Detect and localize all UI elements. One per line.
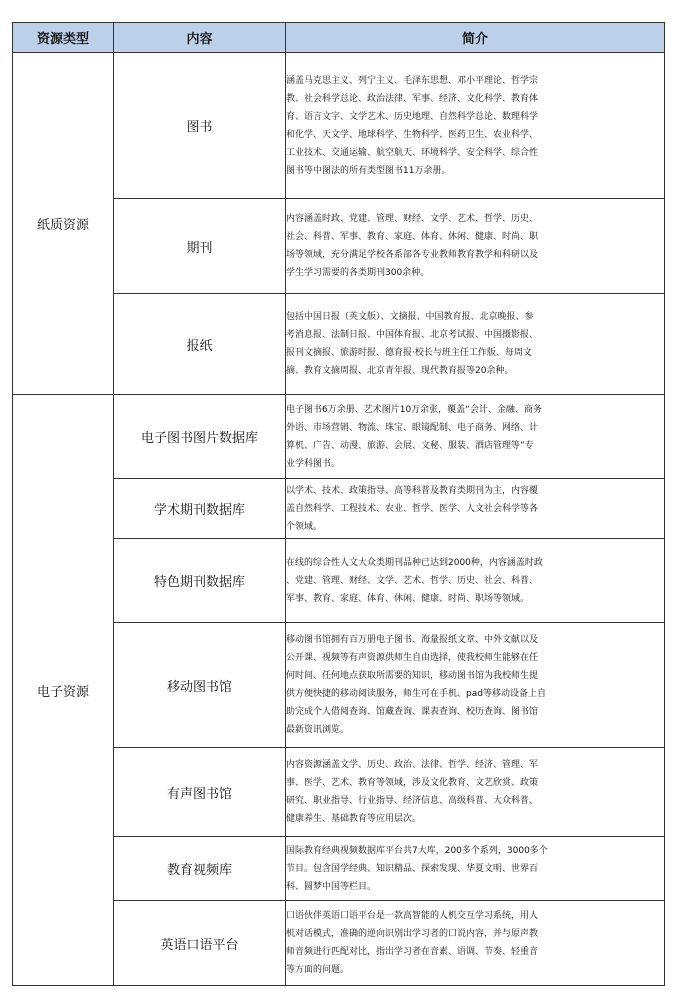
intro-line: 包括中国日报（英文版）、文摘报、中国教育报、北京晚报、参: [286, 312, 534, 322]
content-name-cell: 英语口语平台: [114, 901, 286, 986]
intro-line: 以学术、技术、政策指导、高等科普及教育类期刊为主，内容覆: [286, 485, 539, 496]
intro-cell: [286, 837, 665, 901]
intro-cell: [286, 53, 665, 199]
intro-line: 涵盖马克思主义、列宁主义、毛泽东思想、邓小平理论、哲学宗: [286, 75, 539, 86]
intro-cell: [286, 395, 665, 479]
intro-line: 盖自然科学、工程技术、农业、哲学、医学、人文社会科学等各: [286, 503, 539, 514]
intro-line: 工业技术、交通运输、航空航天、环境科学、安全科学、综合性: [286, 147, 539, 158]
intro-line: 口语伙伴英语口语平台是一款高智能的人机交互学习系统，用人: [286, 911, 539, 921]
content-name-cell: 电子图书图片数据库: [114, 395, 286, 479]
intro-line: 图书等中图法的所有类型图书11万余册。: [286, 165, 451, 176]
intro-cell: [286, 294, 665, 395]
intro-cell: [286, 479, 665, 539]
intro-cell: [286, 199, 665, 294]
intro-line: 节目。包含国学经典、知识精品、探索发现、华夏文明、世界百: [286, 863, 539, 874]
intro-line: 个领域。: [286, 521, 323, 532]
intro-line: 外语、市场营销、物流、珠宝、眼镜配制、电子商务、网络、计: [286, 422, 539, 433]
intro-line: 报刊文摘报、旅游时报、德育报·校长与班主任工作版、每周文: [286, 348, 532, 358]
intro-cell: [286, 623, 665, 748]
intro-line: 算机、广告、动漫、旅游、会展、文秘、服装、酒店管理等”专: [286, 440, 534, 451]
table-row: [13, 395, 665, 479]
intro-line: 师音频进行匹配对比，指出学习者在音素、语调、节奏、轻重音: [286, 947, 539, 957]
intro-line: 教、社会科学总论、政治法律、军事、经济、文化科学、教育体: [286, 93, 539, 104]
intro-line: 最新资讯浏览。: [286, 725, 350, 735]
intro-line: 移动图书馆拥有百万册电子图书、海量报纸文章、中外文献以及: [286, 635, 539, 645]
content-name-cell: 有声图书馆: [114, 748, 286, 837]
intro-line: 摘、教育文摘周报、北京青年报、现代教育报等20余种。: [286, 366, 514, 376]
intro-line: 何时间、任何地点获取所需要的知识，移动图书馆为我校师生提: [286, 671, 539, 681]
intro-line: 供方便快捷的移动阅读服务，师生可在手机、pad等移动设备上自: [286, 689, 546, 699]
intro-line: 在线的综合性人文大众类期刊品种已达到2000种，内容涵盖时政: [286, 557, 543, 568]
intro-line: 内容涵盖时政、党建、管理、财经、文学、艺术、哲学、历史、: [286, 214, 539, 224]
intro-line: 学生学习需要的各类期刊300余种。: [286, 268, 430, 278]
intro-line: 场等领域，充分满足学校各系部各专业教师教育教学和科研以及: [286, 250, 539, 260]
intro-line: 育、语言文字、文学艺术、历史地理、自然科学总论、数理科学: [286, 111, 539, 122]
content-name-cell: 期刊: [114, 199, 286, 294]
header-row: [13, 23, 665, 53]
intro-line: 等方面的问题。: [286, 965, 350, 975]
intro-line: 事、医学、艺术、教育等领域，涉及文化教育、文艺欣赏、政策: [286, 778, 539, 788]
content-name-cell: 特色期刊数据库: [114, 539, 286, 623]
intro-line: 研究、职业指导、行业指导、经济信息、高级科普、大众科普、: [286, 796, 539, 806]
intro-line: 社会、科普、军事、教育、家庭、体育、休闲、健康、时尚、职: [286, 232, 539, 242]
resource-type-cell: 电子资源: [13, 395, 114, 986]
intro-line: 科、圆梦中国等栏目。: [286, 881, 377, 892]
header-content: 内容: [114, 23, 286, 53]
intro-line: 国际教育经典视频数据库平台共7大库，200多个系列，3000多个: [286, 845, 548, 856]
header-resource-type: 资源类型: [13, 23, 114, 53]
intro-line: 机对话模式，准确的逆向识别出学习者的口说内容，并与原声教: [286, 929, 539, 939]
resource-table: [12, 22, 665, 986]
intro-line: 、党建、管理、财经、文学、艺术、哲学、历史、社会、科普、: [286, 575, 539, 586]
intro-line: 电子图书6万余册、艺术图片10万余张，覆盖“会计、金融、商务: [286, 404, 542, 415]
content-name-cell: 图书: [114, 53, 286, 199]
intro-line: 健康养生、基础教育等应用层次。: [286, 814, 422, 824]
header-intro: 简介: [286, 23, 665, 53]
intro-cell: [286, 901, 665, 986]
intro-line: 和化学、天文学、地球科学、生物科学、医药卫生、农业科学、: [286, 129, 539, 140]
content-name-cell: 报纸: [114, 294, 286, 395]
resource-type-cell: 纸质资源: [13, 53, 114, 395]
table-row: [13, 53, 665, 199]
intro-line: 内容资源涵盖文学、历史、政治、法律、哲学、经济、管理、军: [286, 760, 539, 770]
intro-line: 军事、教育、家庭、体育、休闲、健康、时尚、职场等领域。: [286, 593, 530, 604]
intro-line: 助完成个人借阅查询、馆藏查询、课表查询、校历查询、图书馆: [286, 707, 539, 717]
intro-line: 公开课、视频等有声资源供师生自由选择，使我校师生能够在任: [286, 653, 539, 663]
content-name-cell: 教育视频库: [114, 837, 286, 901]
intro-cell: [286, 748, 665, 837]
intro-line: 考消息报、法制日报、中国体育报、北京考试报、中国摄影报、: [286, 330, 539, 340]
content-name-cell: 学术期刊数据库: [114, 479, 286, 539]
content-name-cell: 移动图书馆: [114, 623, 286, 748]
intro-line: 业学科图书。: [286, 458, 341, 469]
intro-cell: [286, 539, 665, 623]
